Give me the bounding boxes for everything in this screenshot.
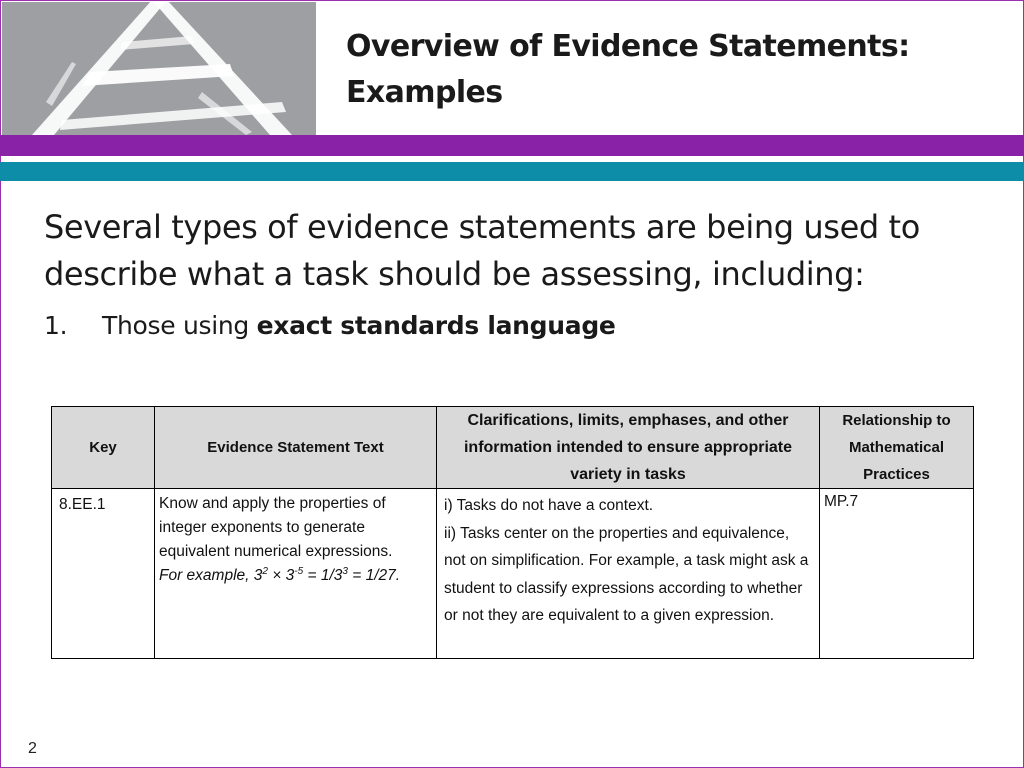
cell-clarifications	[437, 489, 820, 659]
purple-band	[0, 135, 1024, 156]
slide-title-line1: Overview of Evidence Statements:	[346, 29, 910, 64]
clarification-1: i) Tasks do not have a context.	[444, 497, 654, 514]
logo-panel	[2, 2, 316, 135]
list-number: 1.	[44, 311, 68, 340]
intro-text: Several types of evidence statements are being used to describe what a task should be assessing, including:	[44, 208, 920, 293]
cell-key: 8.EE.1	[52, 489, 155, 659]
header-clarifications: Clarifications, limits, emphases, and other information intended to ensure appropriate variety in tasks	[437, 407, 820, 489]
table-header-row	[52, 407, 974, 489]
header-text: Evidence Statement Text	[155, 407, 437, 489]
list-text: Those using	[102, 311, 257, 340]
teal-band	[0, 162, 1024, 181]
cell-evidence-text	[155, 489, 437, 659]
table-row	[52, 489, 974, 659]
evidence-text-main: Know and apply the properties of integer exponents to generate equivalent numerical expressions.	[159, 495, 393, 560]
clarification-2: ii) Tasks center on the properties and equivalence, not on simplification. For example, a task might ask a student to classify expressions according to whether or not they are equivalent to a given expression.	[444, 524, 809, 624]
page-number: 2	[28, 740, 37, 757]
evidence-example: For example, $3^2 \times 3^{-5} = 1/3^3 = 1/27$.	[159, 565, 401, 584]
cell-practices: MP.7	[820, 489, 974, 659]
list-item-1	[44, 306, 944, 346]
list-bold-text: exact standards language	[256, 311, 616, 340]
evidence-table	[51, 406, 974, 659]
slide-title-line2: Examples	[346, 75, 503, 110]
header-practices: Relationship to Mathematical Practices	[820, 407, 974, 489]
letter-a-logo-icon	[2, 2, 316, 135]
slide-title	[346, 24, 986, 116]
header-key: Key	[52, 407, 155, 489]
